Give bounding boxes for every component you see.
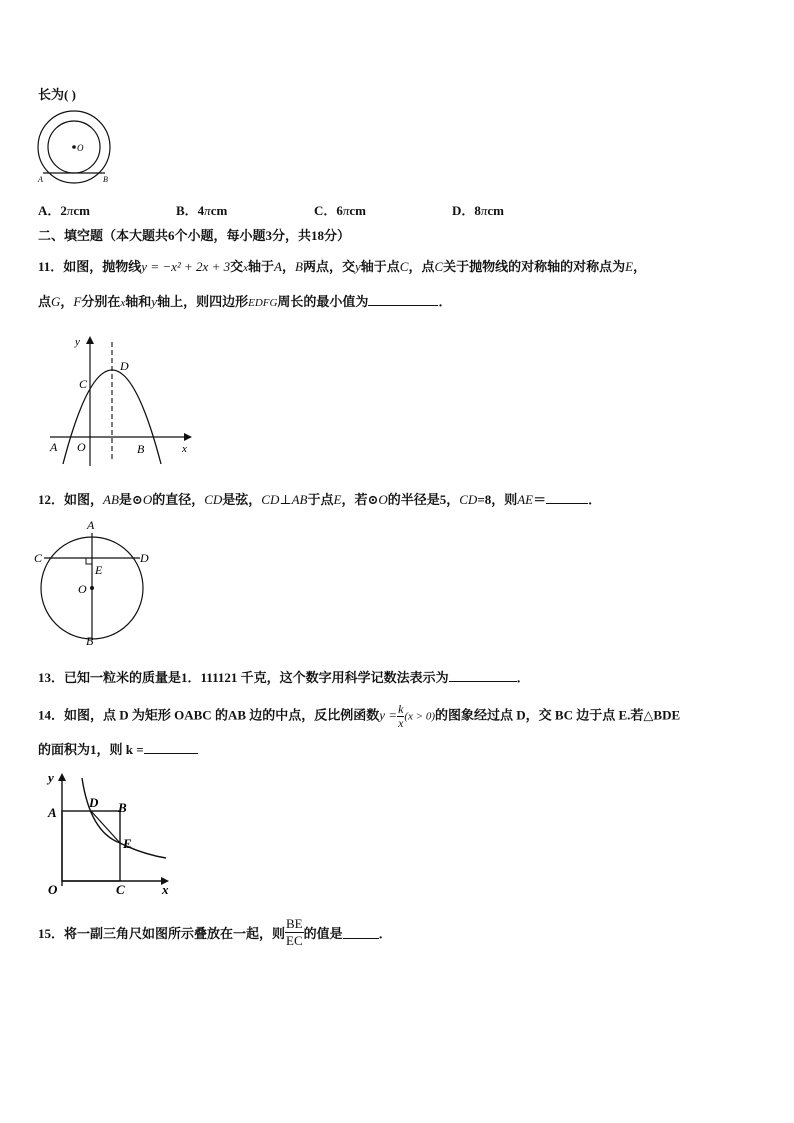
- choice-c[interactable]: C．6πcm: [314, 203, 367, 218]
- center-point: [72, 145, 76, 149]
- label-d: D: [89, 795, 99, 810]
- question-13: 13．已知一粒米的质量是1．111121 千克，这个数字用科学记数法表示为 ．: [38, 670, 530, 685]
- label-x: x: [162, 882, 169, 897]
- label-e: E: [123, 836, 132, 851]
- label-a: A: [50, 440, 58, 454]
- label-c: C: [34, 551, 43, 565]
- answer-blank-14[interactable]: [144, 741, 198, 754]
- right-angle-mark: [86, 558, 92, 564]
- choice-d[interactable]: D．8πcm: [452, 203, 505, 218]
- label-y: y: [48, 770, 54, 785]
- segment-de: [91, 811, 120, 843]
- section-header: 二、填空题（本大题共6个小题，每小题3分，共18分）: [38, 228, 351, 243]
- y-axis-arrow: [58, 773, 66, 781]
- label-a: A: [87, 518, 95, 532]
- choice-a[interactable]: A．2πcm: [38, 203, 91, 218]
- label-a: A: [38, 175, 43, 184]
- question-12: 12．如图，AB是⊙O的直径，CD是弦，CD⊥AB于点E，若⊙O的半径是5，CD=8，则AE＝ ．: [38, 492, 602, 507]
- q11-figure: [46, 330, 196, 475]
- label-d: D: [120, 359, 129, 373]
- q11-equation: y = −x² + 2x + 3: [141, 259, 231, 274]
- label-c: C: [116, 882, 125, 897]
- label-o: O: [77, 143, 84, 153]
- question-14-line-2: 的面积为1，则 k =: [38, 739, 198, 758]
- answer-blank-15[interactable]: [343, 926, 379, 939]
- question-11-line-2: 点G，F分别在x轴和y轴上，则四边形EDFG周长的最小值为 ．: [38, 294, 452, 309]
- y-axis-arrow: [86, 336, 94, 344]
- question-11-line-1: 11．如图，抛物线y = −x² + 2x + 3交x轴于A，B两点，交y轴于点C，点C关于抛物线的对称轴的对称点为E，: [38, 259, 647, 274]
- question-14-line-1: 14．如图，点 D 为矩形 OABC 的AB 边的中点，反比例函数y = $\frac{k}{x}$ (x > 0)的图象经过点 D，交 BC 边于点 E.若△BDE: [38, 702, 681, 730]
- q10-figure: [34, 110, 120, 189]
- label-x: x: [182, 443, 187, 455]
- center-point: [90, 586, 94, 590]
- label-e: E: [95, 563, 103, 577]
- label-b: B: [103, 175, 108, 184]
- answer-blank-11[interactable]: [368, 293, 438, 306]
- frac-be-over-ec: $\frac{BE}{EC}$: [286, 916, 303, 948]
- frac-k-over-x: $\frac{k}{x}$: [398, 702, 404, 730]
- label-b: B: [137, 442, 145, 456]
- label-a: A: [48, 805, 57, 820]
- x-axis-arrow: [184, 433, 192, 441]
- label-o: O: [48, 882, 58, 897]
- label-o: O: [77, 440, 86, 454]
- question-10-tail: 长为( ): [38, 87, 76, 102]
- label-d: D: [140, 551, 149, 565]
- label-c: C: [79, 377, 88, 391]
- answer-blank-12[interactable]: [546, 491, 588, 504]
- label-b: B: [118, 800, 127, 815]
- label-b: B: [86, 634, 94, 648]
- question-15: 15．将一副三角尺如图所示叠放在一起，则 $\frac{BE}{EC}$ 的值是 ．: [38, 916, 392, 948]
- answer-blank-13[interactable]: [449, 669, 517, 682]
- rectangle-oabc: [62, 811, 120, 881]
- label-o: O: [78, 582, 87, 596]
- choice-b[interactable]: B．4πcm: [176, 203, 228, 218]
- q12-figure: [34, 518, 156, 653]
- q14-figure: [44, 768, 179, 903]
- label-y: y: [75, 336, 80, 348]
